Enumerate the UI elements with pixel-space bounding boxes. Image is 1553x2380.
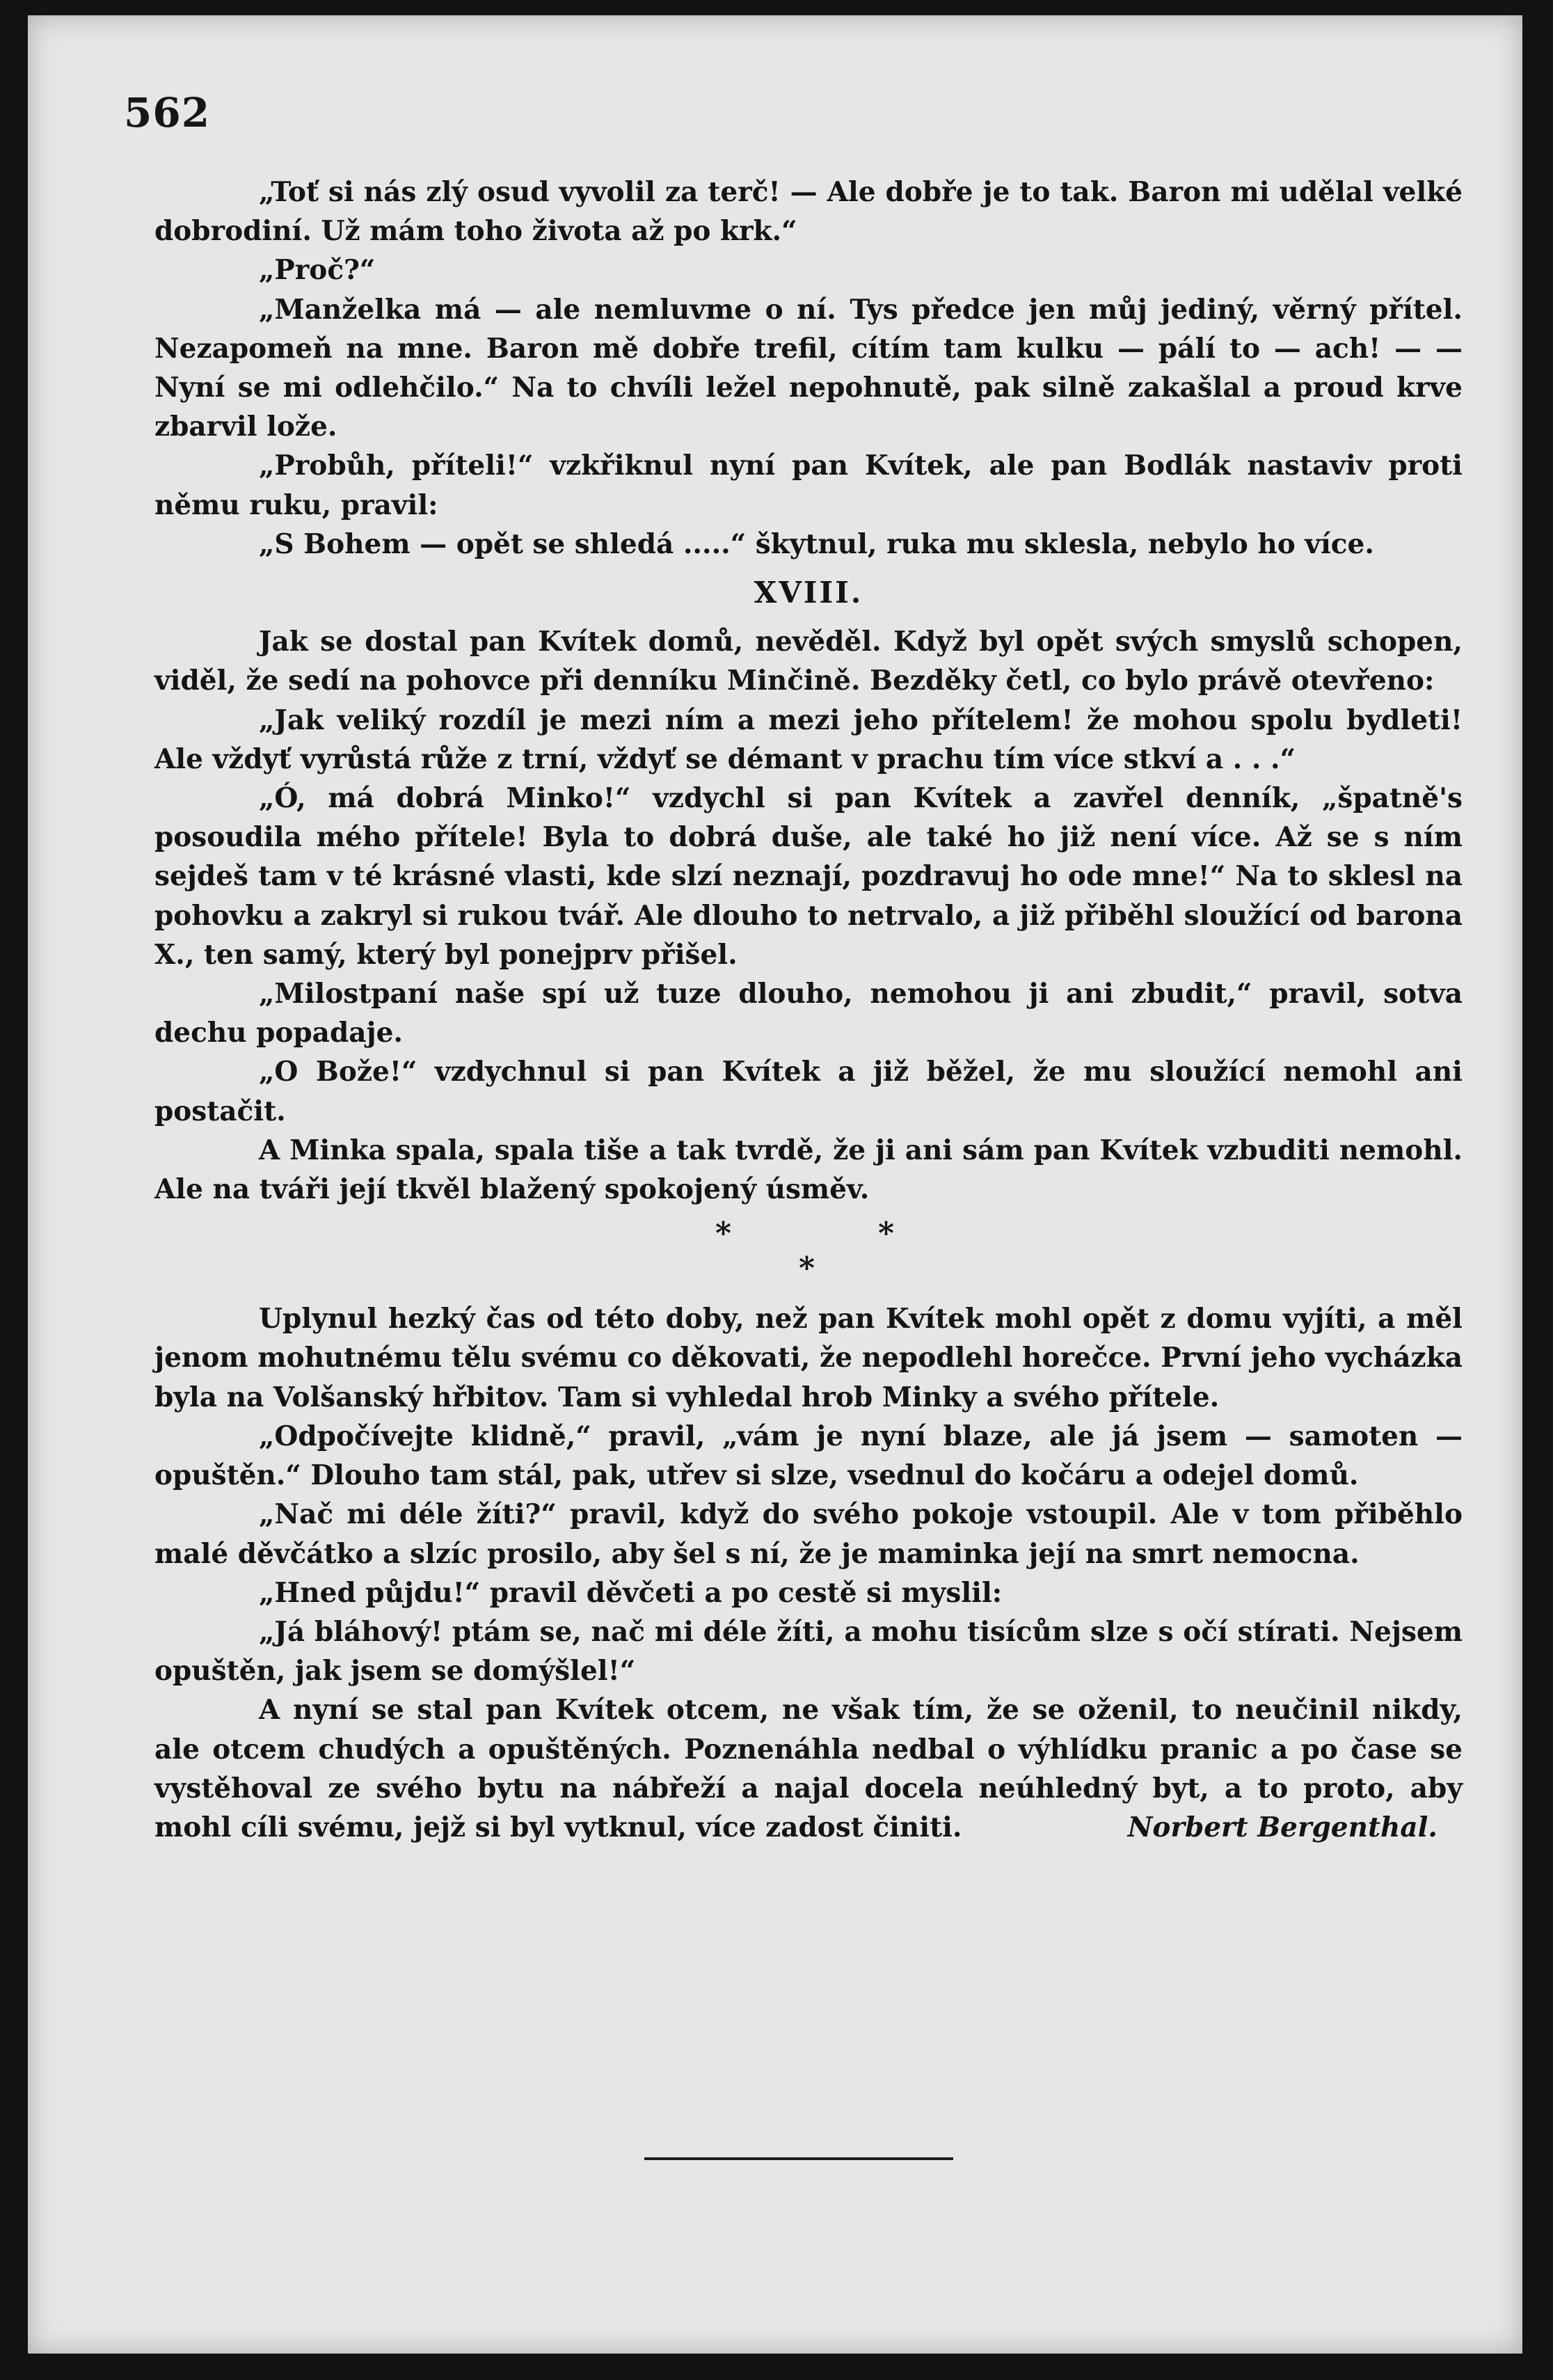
chapter-paragraph-4: „Milostpaní naše spí už tuze dlouho, nemohou ji ani zbudit,“ pravil, sotva dechu popadaje. (154, 978, 1463, 1049)
asterisk-middle: * (799, 1251, 815, 1287)
final-paragraph-6-text: A nyní se stal pan Kvítek otcem, ne však tím, že se oženil, to neučinil nikdy, ale otcem chudých a opuštěných. Poznenáhla nedbal o výhlídku pranic a po čase se vystěhoval ze svého bytu na nábřeží a najal docela neúhledný byt, a to proto, aby mohl cíli svému, jejž si byl vytknul, více zadost činiti. (154, 1694, 1463, 1843)
paragraph-4: „Probůh, příteli!“ vzkřiknul nyní pan Kvítek, ale pan Bodlák nastaviv proti němu ruku, pravil: (154, 450, 1463, 521)
paragraph-2: „Proč?“ (259, 254, 376, 287)
end-rule (644, 2157, 953, 2160)
author-signature: Norbert Bergenthal. (1127, 1811, 1437, 1843)
chapter-paragraph-2: „Jak veliký rozdíl je mezi ním a mezi jeho přítelem! že mohou spolu bydleti! Ale vždyť vyrůstá růže z trní, vždyť se démant v prachu tím více stkví a . . .“ (154, 704, 1463, 775)
paragraph-5: „S Bohem — opět se shledá .....“ škytnul, ruka mu sklesla, nebylo ho více. (259, 527, 1374, 560)
chapter-paragraph-5: „O Bože!“ vzdychnul si pan Kvítek a již běžel, že mu sloužící nemohl ani postačit. (154, 1056, 1463, 1127)
final-paragraph-3: „Nač mi déle žíti?“ pravil, když do svého pokoje vstoupil. Ale v tom přiběhlo malé děvčátko a slzíc prosilo, aby šel s ní, že je maminka její na smrt nemocna. (154, 1498, 1463, 1570)
final-paragraph-6 (154, 1690, 1463, 1847)
final-paragraph-5: „Já bláhový! ptám se, nač mi déle žíti, a mohu tisícům slze s očí stírati. Nejsem opuštěn, jak jsem se domýšlel!“ (154, 1615, 1463, 1688)
asterisk-left: * (715, 1216, 732, 1252)
paragraph-1: „Toť si nás zlý osud vyvolil za terč! — Ale dobře je to tak. Baron mi udělal velké dobrodiní. Už mám toho života až po krk.“ (154, 176, 1463, 248)
chapter-paragraph-3: „Ó, má dobrá Minko!“ vzdychl si pan Kvítek a zavřel denník, „špatně's posoudila mého přítele! Byla to dobrá duše, ale také ho již není více. Až se s ním sejdeš tam v té krásné vlasti, kde slzí neznají, pozdravuj ho ode mne!“ Na to sklesl na pohovku a zakryl si rukou tvář. Ale dlouho to netrvalo, a již přiběhl sloužící od barona X., ten samý, který byl ponejprv přišel. (154, 782, 1463, 971)
final-paragraph-1: Uplynul hezký čas od této doby, než pan Kvítek mohl opět z domu vyjíti, a měl jenom mohutnému tělu svému co děkovati, že nepodlehl horečce. První jeho vycházka byla na Volšanský hřbitov. Tam si vyhledal hrob Minky a svého přítele. (154, 1303, 1463, 1413)
asterisk-right: * (878, 1216, 895, 1252)
chapter-paragraph-6: A Minka spala, spala tiše a tak tvrdě, že ji ani sám pan Kvítek vzbuditi nemohl. Ale na tváři její tkvěl blažený spokojený úsměv. (154, 1134, 1463, 1206)
chapter-paragraph-1: Jak se dostal pan Kvítek domů, nevěděl. Když byl opět svých smyslů schopen, viděl, že sedí na pohovce při denníku Minčině. Bezděky četl, co bylo právě otevřeno: (154, 626, 1463, 697)
paragraph-3: „Manželka má — ale nemluvme o ní. Tys předce jen můj jediný, věrný přítel. Nezapomeň na mne. Baron mě dobře trefil, cítím tam kulku — pálí to — ach! — — Nyní se mi odlehčilo.“ Na to chvíli ležel nepohnutě, pak silně zakašlal a proud krve zbarvil lože. (154, 293, 1463, 443)
page-number: 562 (124, 89, 211, 136)
page-text (154, 173, 1463, 1847)
section-break-asterisks (154, 1214, 1463, 1291)
final-paragraph-2: „Odpočívejte klidně,“ pravil, „vám je nyní blaze, ale já jsem — samoten — opuštěn.“ Dlouho tam stál, pak, utřev si slze, vsednul do kočáru a odejel domů. (154, 1420, 1463, 1492)
chapter-heading: XVIII. (754, 576, 863, 610)
final-paragraph-4: „Hned půjdu!“ pravil děvčeti a po cestě si myslil: (259, 1576, 1003, 1609)
